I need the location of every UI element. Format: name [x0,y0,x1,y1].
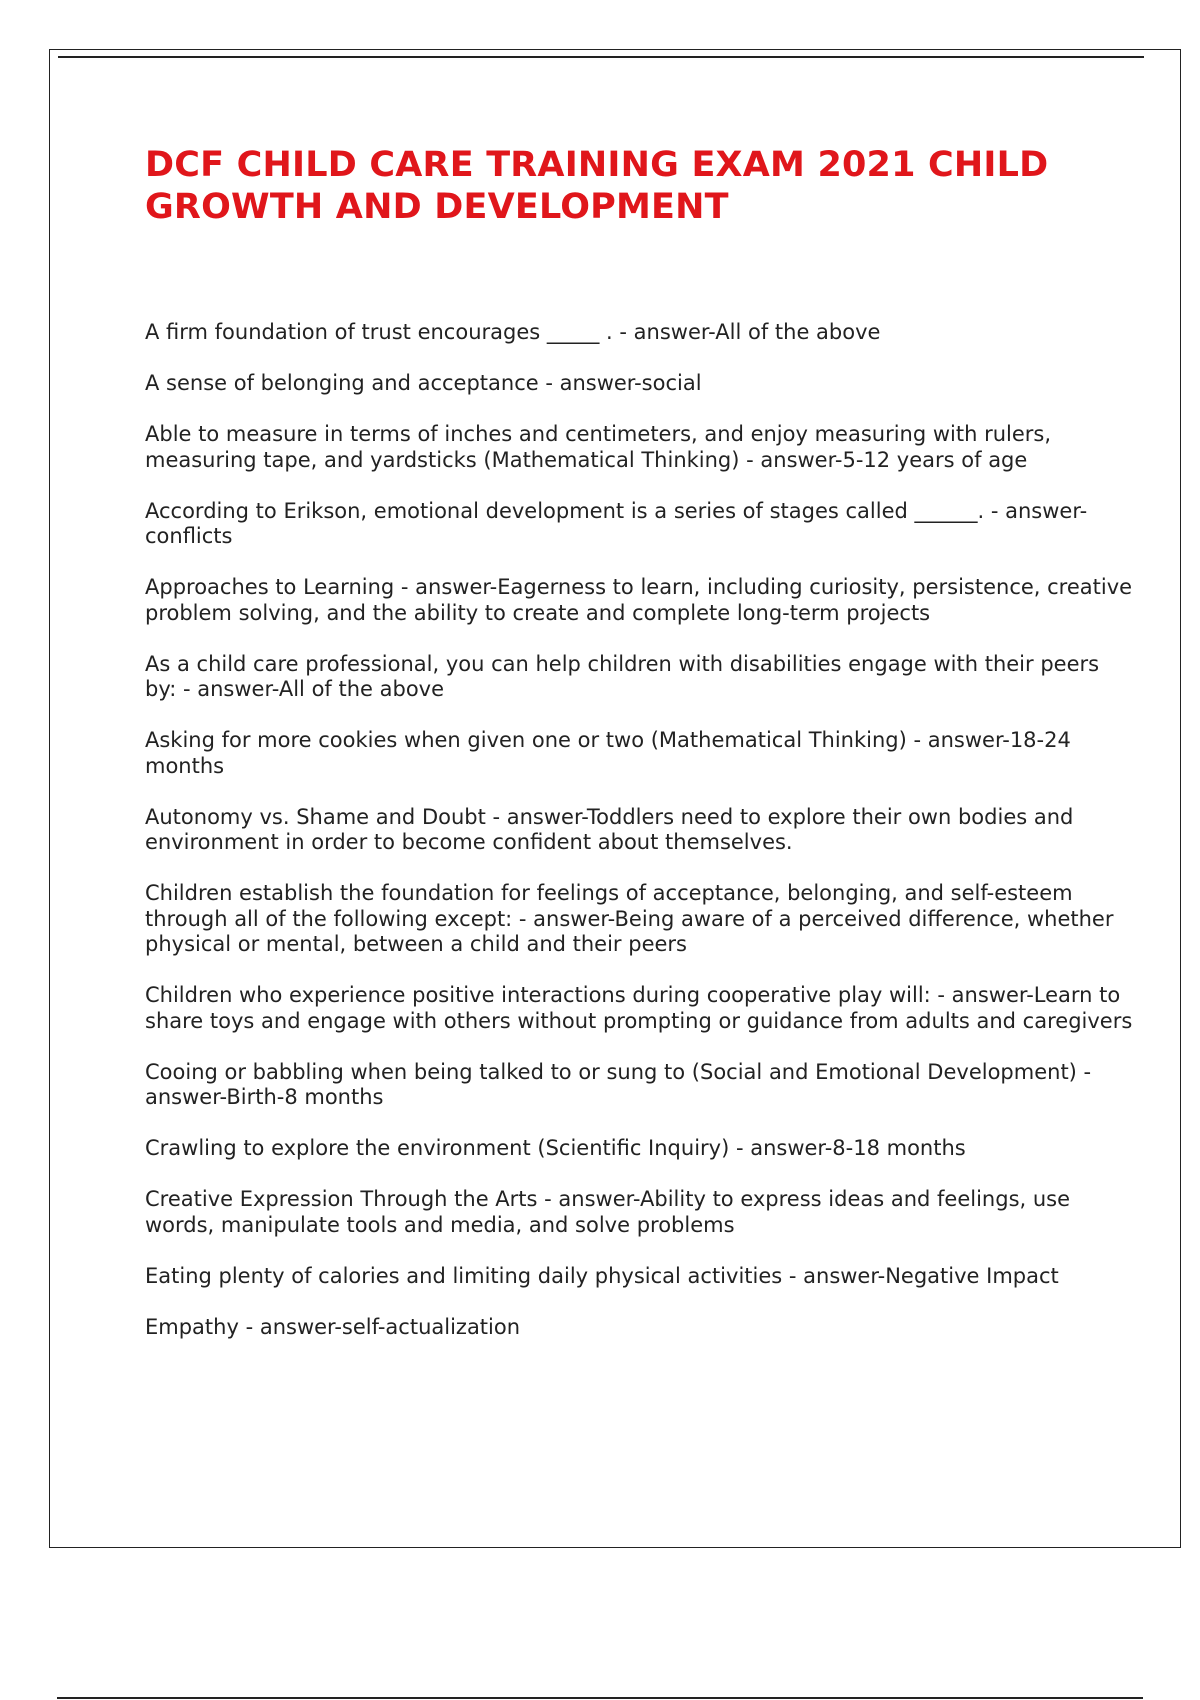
qa-item: Autonomy vs. Shame and Doubt - answer-Toddlers need to explore their own bodies and environment in order to become confident about themselves. [145,804,1074,854]
qa-item: Cooing or babbling when being talked to or sung to (Social and Emotional Development) - answer-Birth-8 months [145,1059,1092,1109]
bottom-divider [57,1697,1143,1699]
qa-item: Asking for more cookies when given one or two (Mathematical Thinking) - answer-18-24 months [145,728,1071,778]
document-title: DCF CHILD CARE TRAINING EXAM 2021 CHILD GROWTH AND DEVELOPMENT [145,145,1049,227]
qa-item: Creative Expression Through the Arts - answer-Ability to express ideas and feelings, use words, manipulate tools and media, and solve problems [145,1187,1071,1237]
qa-item: Crawling to explore the environment (Scientific Inquiry) - answer-8-18 months [145,1136,966,1160]
qa-item: A sense of belonging and acceptance - answer-social [145,371,702,395]
document-page [49,49,1181,1548]
qa-item: As a child care professional, you can help children with disabilities engage with their peers by: - answer-All of the above [145,651,1100,701]
qa-list [145,320,1135,1366]
qa-item: Eating plenty of calories and limiting daily physical activities - answer-Negative Impact [145,1263,1059,1288]
qa-item: Children establish the foundation for feelings of acceptance, belonging, and self-esteem through all of the following except: - answer-Being aware of a perceived difference, whether physical or mental, between a child and their peers [145,881,1114,956]
qa-item: According to Erikson, emotional development is a series of stages called ______. - answer-conflicts [145,498,1088,548]
qa-item: A firm foundation of trust encourages _____ . - answer-All of the above [145,320,881,344]
qa-item: Able to measure in terms of inches and centimeters, and enjoy measuring with rulers, measuring tape, and yardsticks (Mathematical Thinking) - answer-5-12 years of age [145,422,1052,472]
qa-item: Empathy - answer-self-actualization [145,1314,521,1339]
qa-item: Approaches to Learning - answer-Eagerness to learn, including curiosity, persistence, creative problem solving, and the ability to create and complete long-term projects [145,575,1133,625]
qa-item: Children who experience positive interactions during cooperative play will: - answer-Learn to share toys and engage with others without prompting or guidance from adults and caregivers [145,983,1133,1033]
top-divider [58,56,1144,58]
